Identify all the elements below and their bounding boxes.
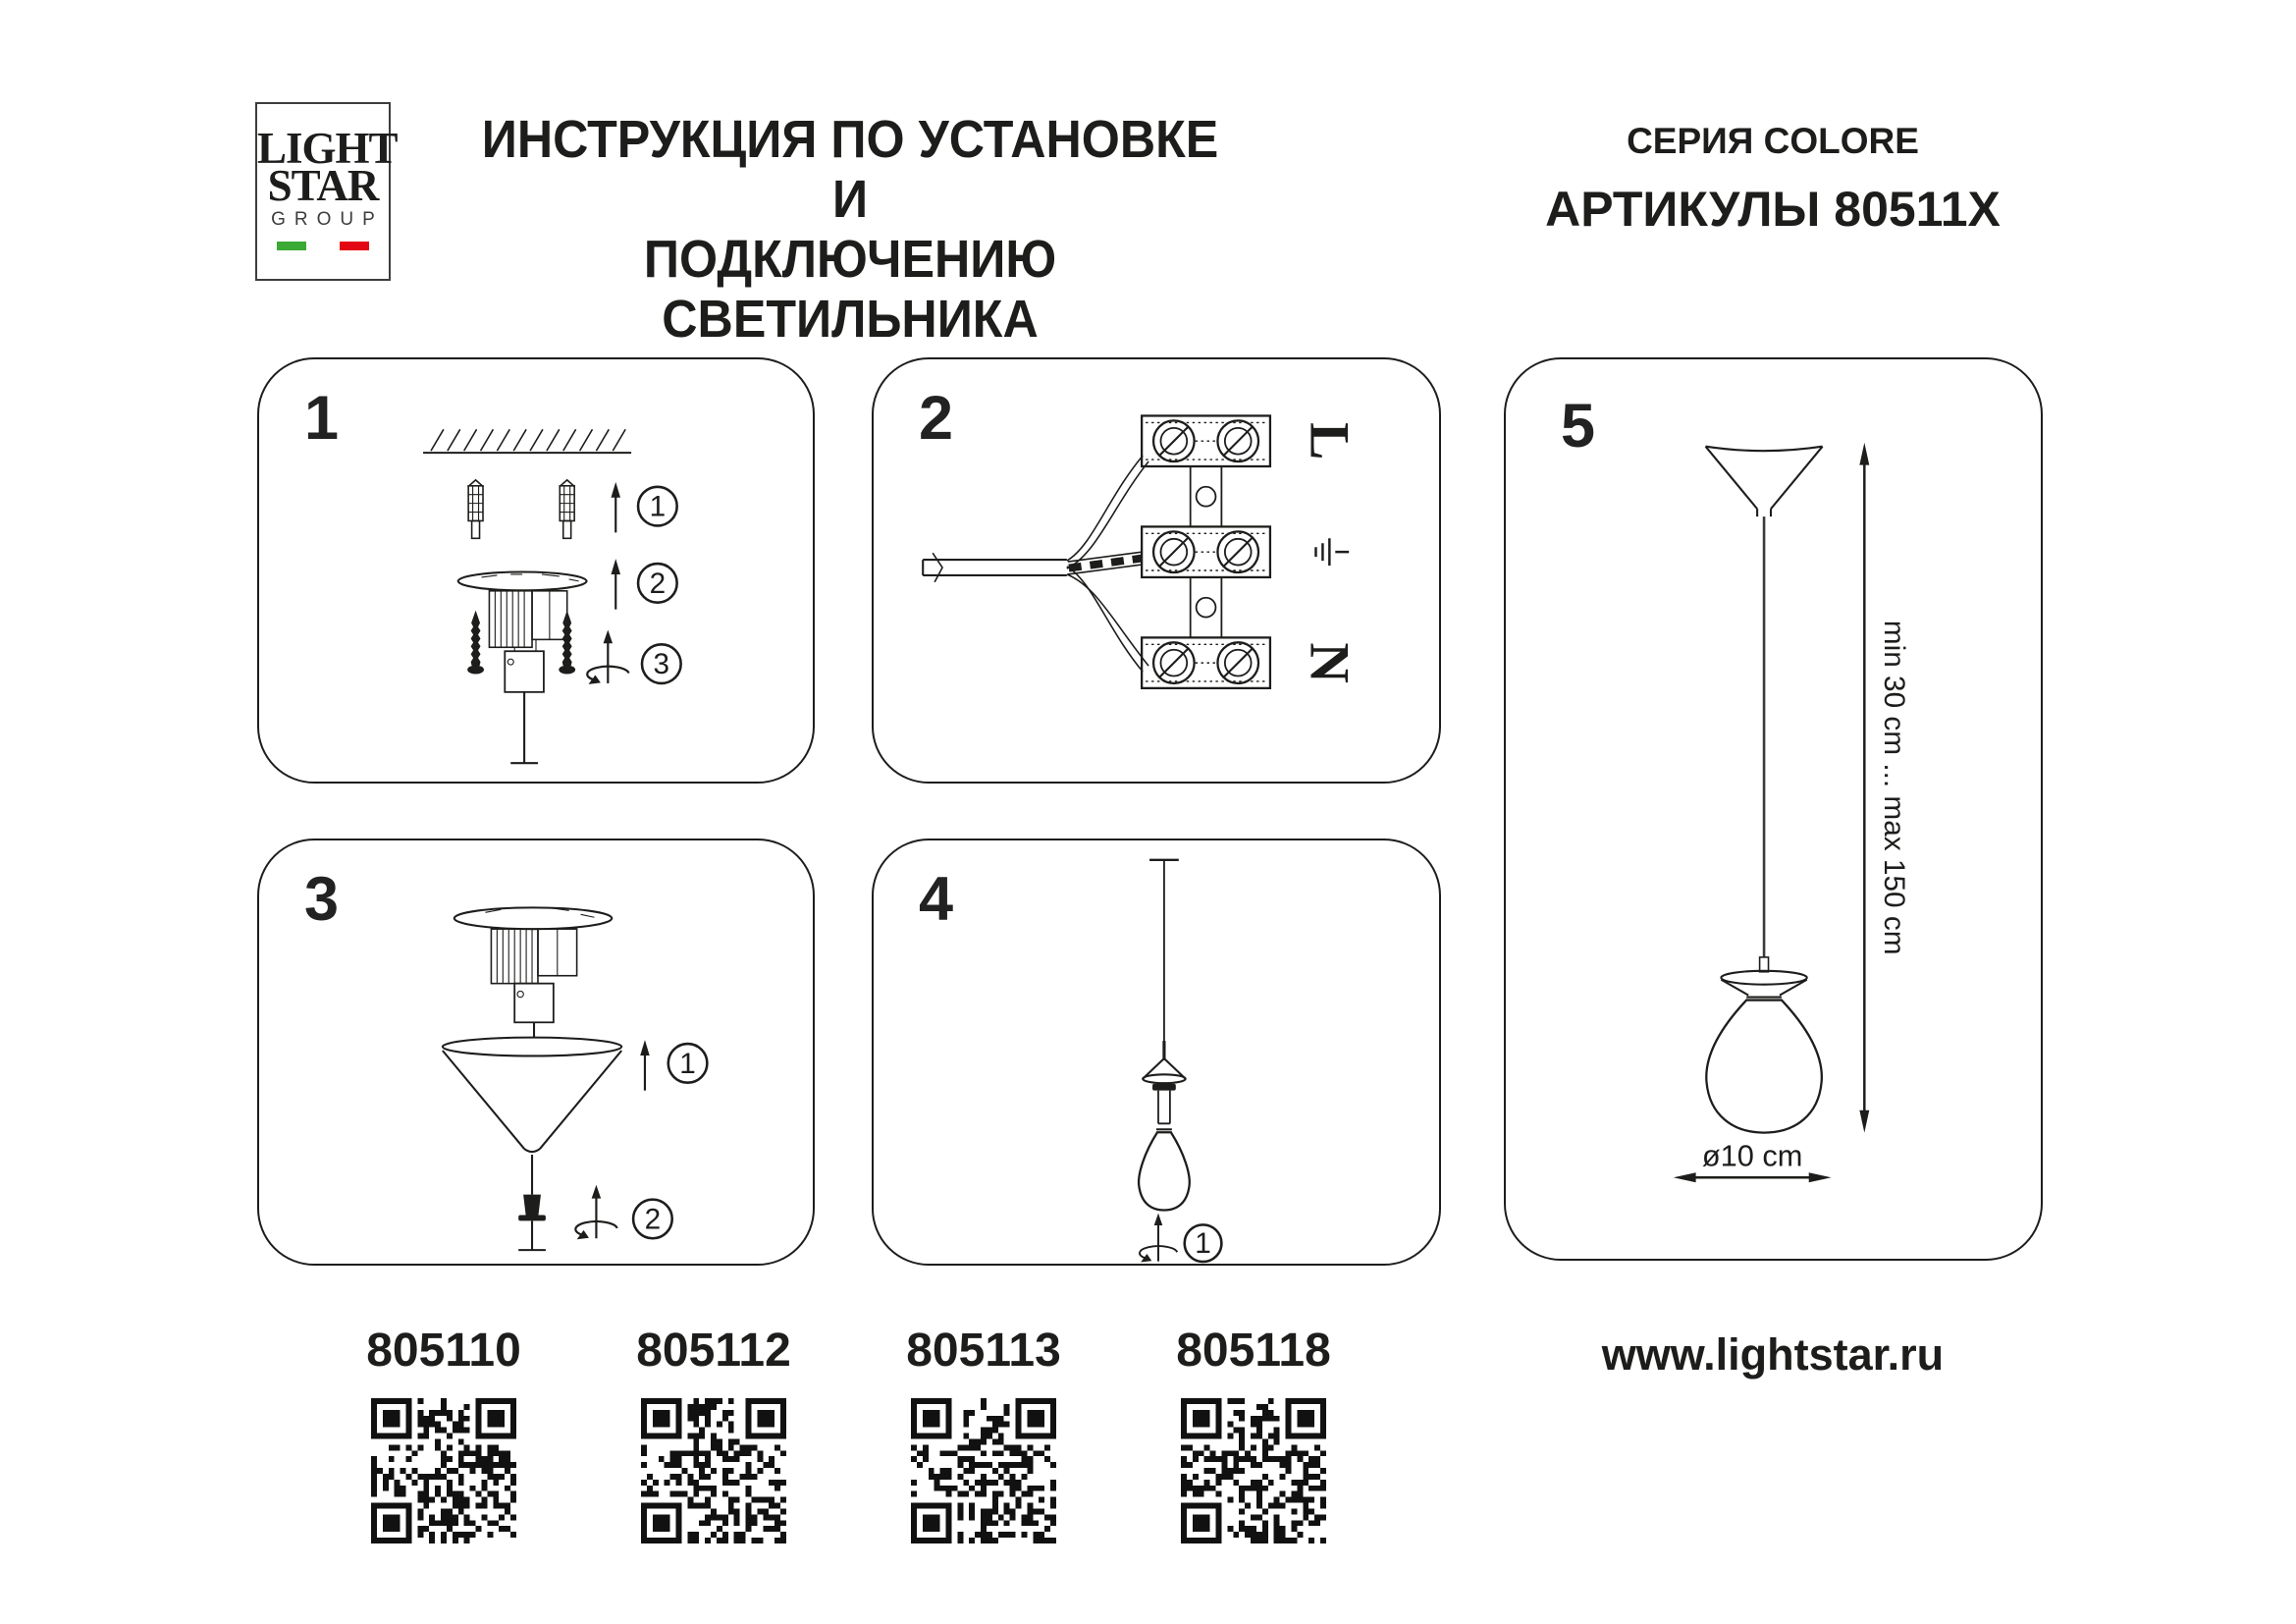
panel-number: 2 [919, 384, 954, 453]
svg-text:L: L [1298, 422, 1361, 460]
lightstar-logo [255, 102, 398, 281]
qr-code [1181, 1398, 1326, 1543]
cone-shade [443, 1038, 621, 1152]
mains-cable [923, 553, 1067, 582]
logo-word-light: LIGHT [257, 124, 398, 173]
step-panel-2 [872, 357, 1441, 784]
up-arrow-icon [640, 1040, 650, 1091]
cable-end [518, 1220, 546, 1250]
article-code: 805118 [1176, 1325, 1331, 1377]
qr-code [641, 1398, 786, 1543]
logo-word-star: STAR [267, 161, 379, 210]
terminal-block [1142, 415, 1270, 466]
step-badge-1 [1185, 1224, 1222, 1262]
wall-anchor-icon [468, 480, 484, 538]
screw-icon [467, 611, 484, 675]
terminal-label-neutral [1299, 642, 1361, 683]
rotate-arrow-icon [587, 629, 628, 683]
panel-3-illustration [259, 840, 813, 1264]
step-panel-4 [872, 839, 1441, 1266]
panel-number: 4 [919, 865, 954, 934]
wire-ground [1068, 552, 1142, 574]
diameter-dimension-label: ø10 cm [1701, 1138, 1803, 1173]
step-badge-2 [633, 1200, 672, 1239]
article-code: 805110 [366, 1325, 521, 1377]
terminal-block [1142, 526, 1270, 577]
terminal-block [1142, 637, 1270, 688]
logo-word-group: GROUP [271, 209, 384, 230]
up-arrow-icon [611, 559, 620, 610]
svg-text:N: N [1298, 642, 1361, 683]
article-column [326, 1324, 561, 1378]
series-label: СЕРИЯ COLORE [1627, 121, 1919, 161]
flag-white-stripe [310, 242, 336, 250]
panel-5-illustration [1506, 359, 2041, 1259]
italian-flag-icon [257, 242, 389, 250]
article-column [866, 1324, 1101, 1378]
svg-text:1: 1 [679, 1047, 696, 1080]
ceiling-mount-icon [454, 907, 613, 1038]
svg-text:2: 2 [644, 1203, 662, 1236]
rotate-arrow-icon [1140, 1214, 1177, 1263]
rotate-arrow-icon [575, 1185, 616, 1239]
svg-text:3: 3 [653, 648, 670, 681]
series-block [1498, 122, 2048, 236]
step-panel-3 [257, 839, 815, 1266]
panel-2-illustration [874, 359, 1439, 782]
article-column [1136, 1324, 1371, 1378]
svg-text:min 30 cm ... max 150 cm: min 30 cm ... max 150 cm [1878, 620, 1911, 955]
ground-symbol-icon [1315, 538, 1349, 566]
dimensions-panel [1504, 357, 2043, 1261]
qr-code [371, 1398, 516, 1543]
title-line-2: ПОДКЛЮЧЕНИЮ СВЕТИЛЬНИКА [643, 230, 1057, 349]
pendant-assembly [1139, 860, 1190, 1211]
article-code: 805112 [636, 1325, 791, 1377]
step-badge-1 [668, 1044, 708, 1083]
cord-grip [518, 1195, 546, 1221]
step-panel-1 [257, 357, 815, 784]
articles-label: АРТИКУЛЫ 80511X [1545, 182, 2001, 237]
height-dimension-label [1878, 621, 1910, 955]
panel-4-illustration [874, 840, 1439, 1264]
qr-code [911, 1398, 1056, 1543]
page-title [476, 110, 1225, 350]
cord-connector [1760, 957, 1769, 972]
wire-neutral [1067, 567, 1148, 672]
wall-anchor-icon [560, 480, 575, 538]
panel-number: 5 [1561, 392, 1596, 460]
flag-green-stripe [277, 242, 306, 250]
terminal-label-live [1299, 422, 1361, 460]
flag-red-stripe [340, 242, 369, 250]
panel-number: 3 [304, 865, 340, 934]
panel-number: 1 [304, 384, 340, 453]
article-code: 805113 [906, 1325, 1061, 1377]
website-url: www.lightstar.ru [1601, 1329, 1945, 1380]
ceiling-hatch [423, 429, 631, 453]
svg-text:1: 1 [1195, 1227, 1211, 1261]
diameter-dimension-arrow [1674, 1172, 1832, 1182]
step-badge-1 [638, 487, 677, 526]
pendant-lamp [1706, 971, 1822, 1133]
up-arrow-icon [611, 482, 620, 533]
svg-text:2: 2 [649, 567, 667, 600]
height-dimension-arrow [1859, 443, 1869, 1133]
step-badge-3 [642, 644, 681, 683]
ceiling-canopy-cone [1706, 447, 1823, 516]
svg-text:1: 1 [649, 490, 667, 523]
step-badge-2 [638, 564, 677, 603]
screw-icon [559, 611, 575, 675]
article-column [596, 1324, 831, 1378]
panel-1-illustration [259, 359, 813, 782]
wire-live [1067, 456, 1148, 568]
title-line-1: ИНСТРУКЦИЯ ПО УСТАНОВКЕ И [481, 110, 1219, 229]
